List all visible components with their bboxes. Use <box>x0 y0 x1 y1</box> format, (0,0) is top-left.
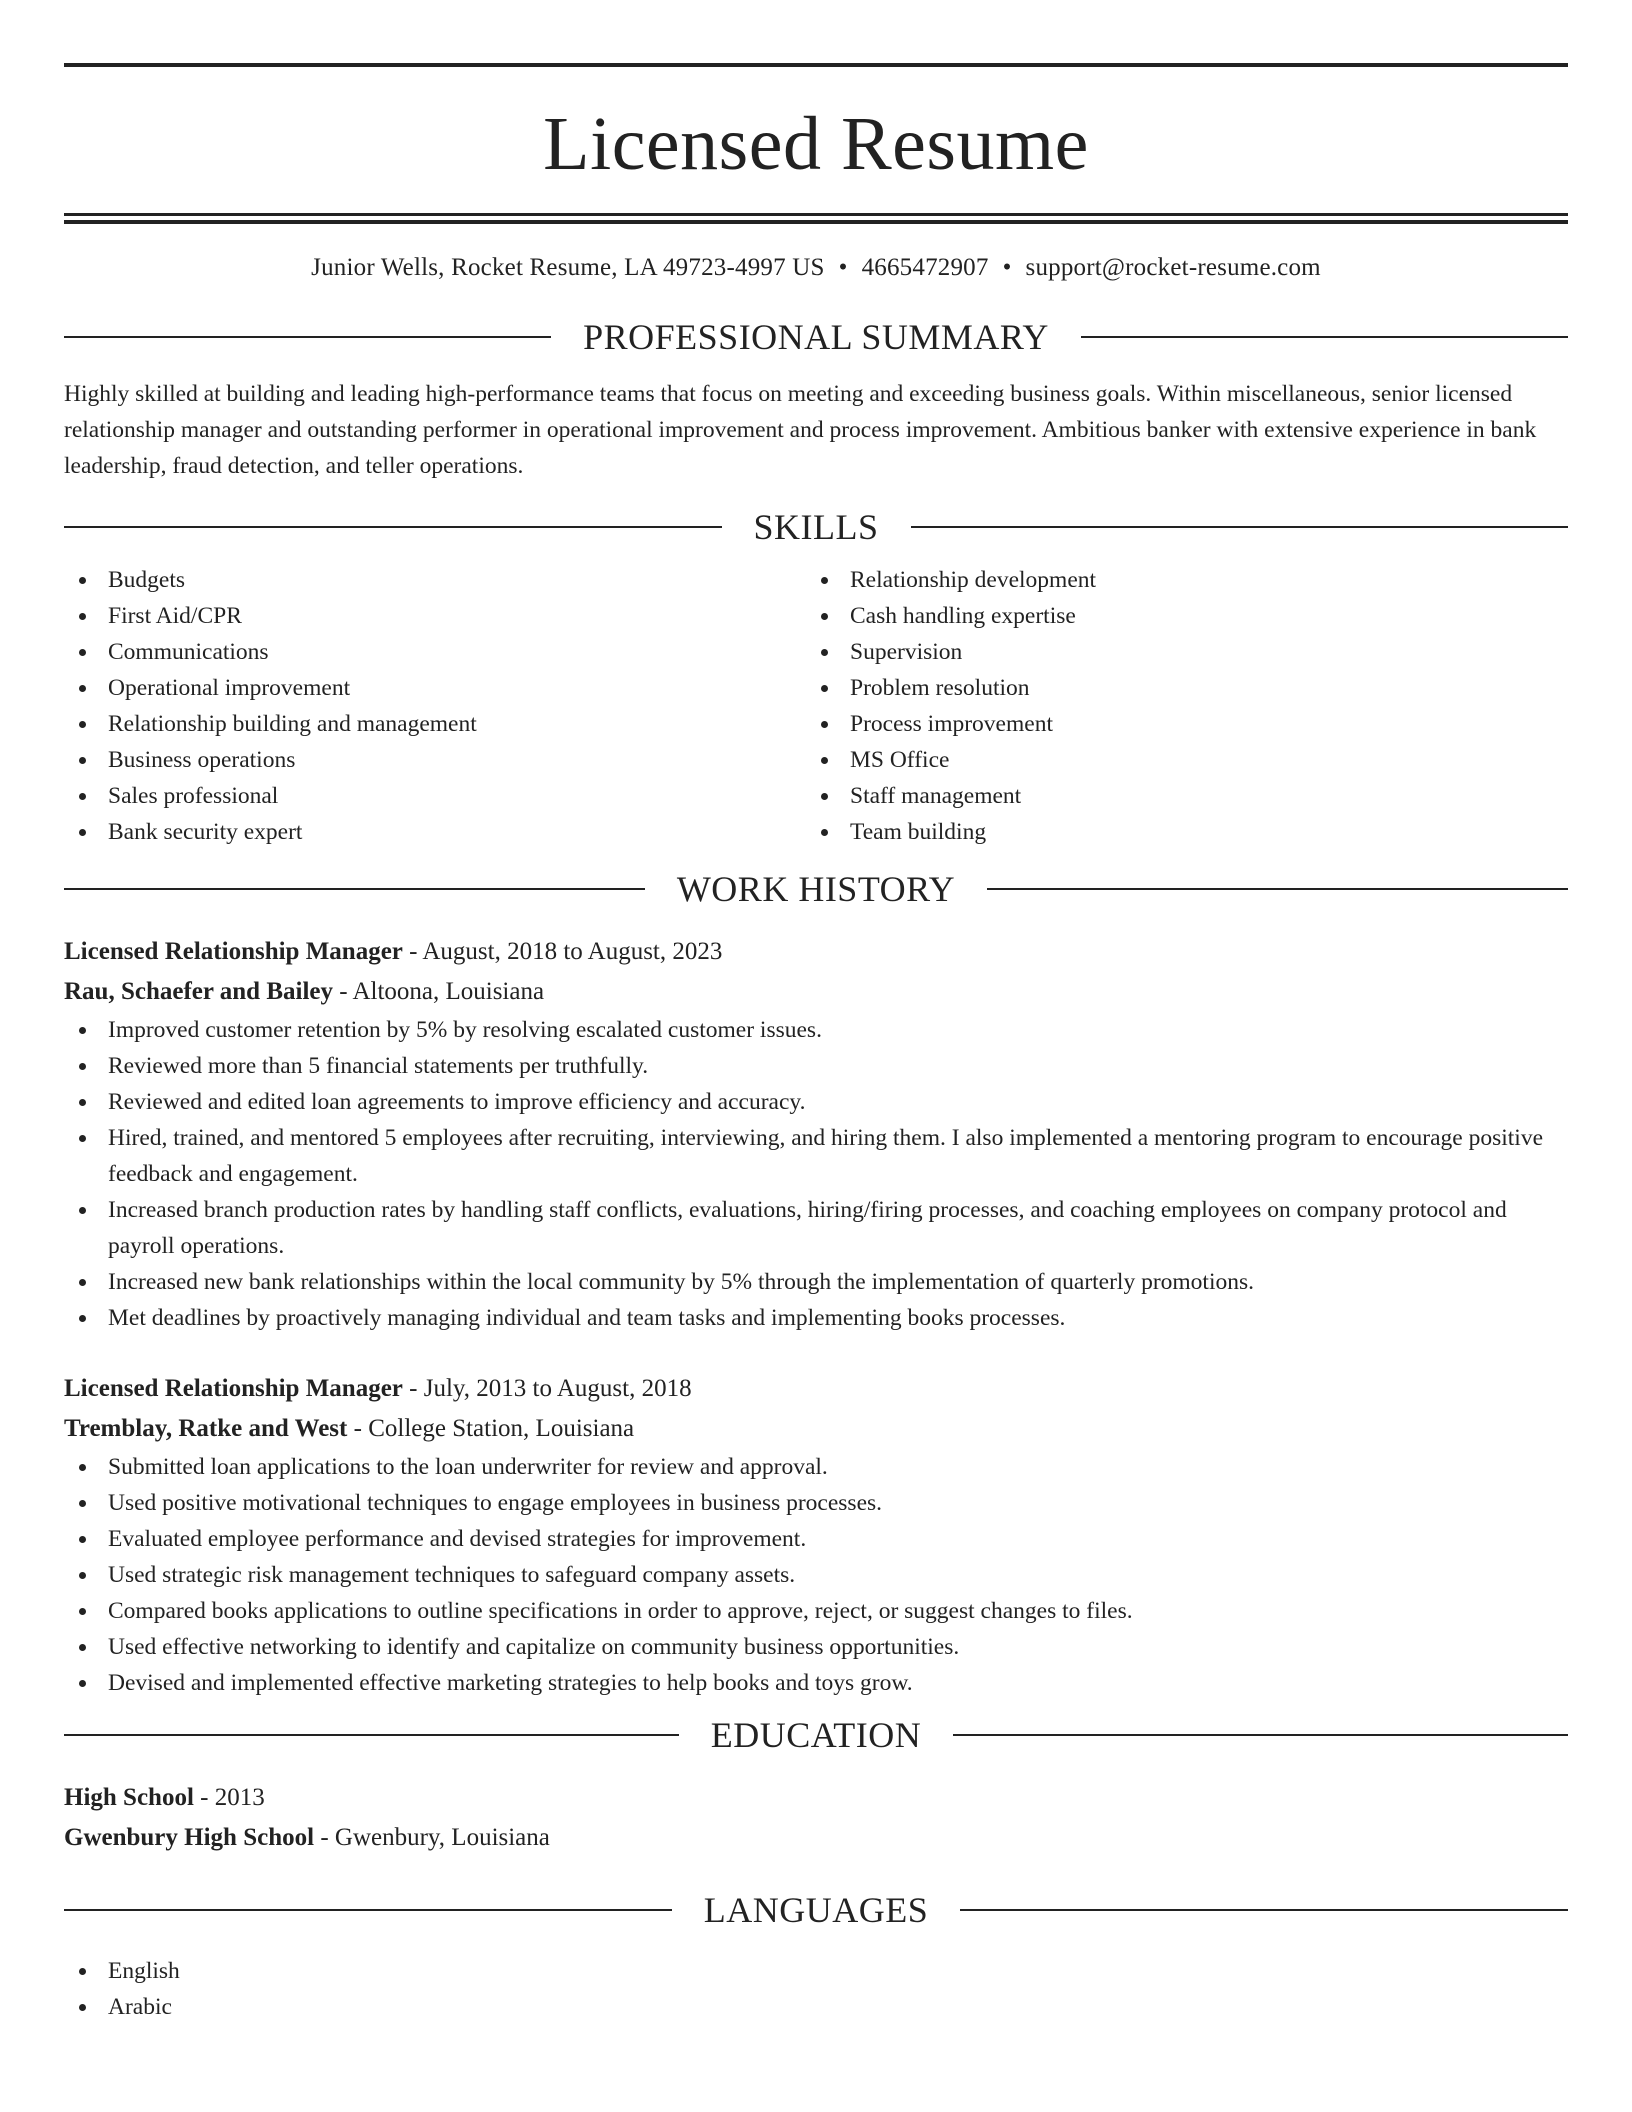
work-entry <box>64 932 1568 1336</box>
resume-page <box>64 63 1568 2025</box>
school-name: Gwenbury High School <box>64 1824 315 1851</box>
skill-item: Relationship building and management <box>64 706 806 742</box>
summary-section-header <box>64 317 1568 357</box>
summary-text: Highly skilled at building and leading high-performance teams that focus on meeting and exceeding business goals. Within miscellaneous, senior licensed relationship manager and outstanding performer in operational improvement and process improvement. Ambitious banker with extensive experience in bank leadership, fraud detection, and teller operations. <box>64 381 1537 479</box>
top-rule <box>64 63 1568 67</box>
employer-name: Tremblay, Ratke and West <box>64 1415 348 1442</box>
job-title-line <box>64 932 1568 972</box>
degree: High School <box>64 1784 194 1811</box>
employer-location: - Altoona, Louisiana <box>333 978 545 1005</box>
degree-line <box>64 1778 1568 1818</box>
section-divider <box>1081 336 1568 338</box>
summary-section-title: PROFESSIONAL SUMMARY <box>583 317 1049 357</box>
contact-line <box>64 253 1568 283</box>
section-divider <box>960 1909 1568 1911</box>
skills-column-right <box>806 562 1548 850</box>
job-bullet: Met deadlines by proactively managing individual and team tasks and implementing books processes. <box>64 1300 1568 1336</box>
job-bullets <box>64 1449 1568 1701</box>
job-dates: - August, 2018 to August, 2023 <box>402 938 723 965</box>
job-bullet: Used positive motivational techniques to engage employees in business processes. <box>64 1485 1568 1521</box>
graduation-year: - 2013 <box>193 1784 265 1811</box>
employer-line <box>64 1409 1568 1449</box>
section-divider <box>64 888 645 890</box>
languages-section-title: LANGUAGES <box>703 1890 929 1930</box>
school-location: - Gwenbury, Louisiana <box>314 1824 550 1851</box>
skills-section-header <box>64 507 1568 547</box>
work-entry <box>64 1369 1568 1701</box>
job-bullet: Submitted loan applications to the loan underwriter for review and approval. <box>64 1449 1568 1485</box>
job-bullet: Reviewed and edited loan agreements to improve efficiency and accuracy. <box>64 1084 1568 1120</box>
languages-section-header <box>64 1890 1568 1930</box>
resume-name: Licensed Resume <box>543 102 1089 186</box>
job-title: Licensed Relationship Manager <box>64 938 403 965</box>
skill-item: MS Office <box>806 742 1548 778</box>
job-title-line <box>64 1369 1568 1409</box>
skill-item: Bank security expert <box>64 814 806 850</box>
skill-item: Budgets <box>64 562 806 598</box>
skill-item: Cash handling expertise <box>806 598 1548 634</box>
education-section-header <box>64 1715 1568 1755</box>
employer-line <box>64 972 1568 1012</box>
employer-location: - College Station, Louisiana <box>347 1415 635 1442</box>
skill-item: Business operations <box>64 742 806 778</box>
contact-address: Junior Wells, Rocket Resume, LA 49723-4997 US <box>311 254 825 281</box>
education-entry <box>64 1778 1568 1858</box>
contact-email: support@rocket-resume.com <box>1025 254 1321 281</box>
employer-name: Rau, Schaefer and Bailey <box>64 978 333 1005</box>
skills-section-title: SKILLS <box>753 507 879 547</box>
section-divider <box>64 336 551 338</box>
section-divider <box>64 1734 679 1736</box>
job-title: Licensed Relationship Manager <box>64 1375 403 1402</box>
education-section-title: EDUCATION <box>710 1715 922 1755</box>
contact-separator: • <box>1002 254 1012 281</box>
skill-item: Operational improvement <box>64 670 806 706</box>
skill-item: Staff management <box>806 778 1548 814</box>
skill-item: Supervision <box>806 634 1548 670</box>
section-divider <box>911 526 1569 528</box>
skill-item: Problem resolution <box>806 670 1548 706</box>
job-bullet: Increased branch production rates by handling staff conflicts, evaluations, hiring/firing processes, and coaching employees on company protocol and payroll operations. <box>64 1192 1568 1264</box>
job-bullet: Devised and implemented effective marketing strategies to help books and toys grow. <box>64 1665 1568 1701</box>
skill-item: Team building <box>806 814 1548 850</box>
section-divider <box>64 1909 672 1911</box>
languages-list <box>64 1953 1568 2025</box>
skills-column-left <box>64 562 806 850</box>
skill-item: Communications <box>64 634 806 670</box>
job-dates: - July, 2013 to August, 2018 <box>402 1375 692 1402</box>
school-line <box>64 1818 1568 1858</box>
job-bullet: Hired, trained, and mentored 5 employees after recruiting, interviewing, and hiring them. I also implemented a mentoring program to encourage positive feedback and engagement. <box>64 1120 1568 1192</box>
work-section-title: WORK HISTORY <box>676 869 956 909</box>
job-bullet: Used effective networking to identify and capitalize on community business opportunities. <box>64 1629 1568 1665</box>
skill-item: First Aid/CPR <box>64 598 806 634</box>
job-bullet: Reviewed more than 5 financial statements per truthfully. <box>64 1048 1568 1084</box>
skills-list <box>64 562 1568 850</box>
contact-phone: 4665472907 <box>861 254 989 281</box>
skill-item: Process improvement <box>806 706 1548 742</box>
section-divider <box>64 526 722 528</box>
job-bullet: Used strategic risk management techniques to safeguard company assets. <box>64 1557 1568 1593</box>
work-section-header <box>64 869 1568 909</box>
section-divider <box>953 1734 1568 1736</box>
contact-separator: • <box>838 254 848 281</box>
job-bullet: Compared books applications to outline specifications in order to approve, reject, or suggest changes to files. <box>64 1593 1568 1629</box>
language-item: Arabic <box>64 1989 1568 2025</box>
job-bullets <box>64 1012 1568 1336</box>
skill-item: Sales professional <box>64 778 806 814</box>
job-bullet: Increased new bank relationships within the local community by 5% through the implementation of quarterly promotions. <box>64 1264 1568 1300</box>
section-divider <box>987 888 1568 890</box>
job-bullet: Improved customer retention by 5% by resolving escalated customer issues. <box>64 1012 1568 1048</box>
double-rule <box>64 213 1568 224</box>
skill-item: Relationship development <box>806 562 1548 598</box>
job-bullet: Evaluated employee performance and devised strategies for improvement. <box>64 1521 1568 1557</box>
language-item: English <box>64 1953 1568 1989</box>
